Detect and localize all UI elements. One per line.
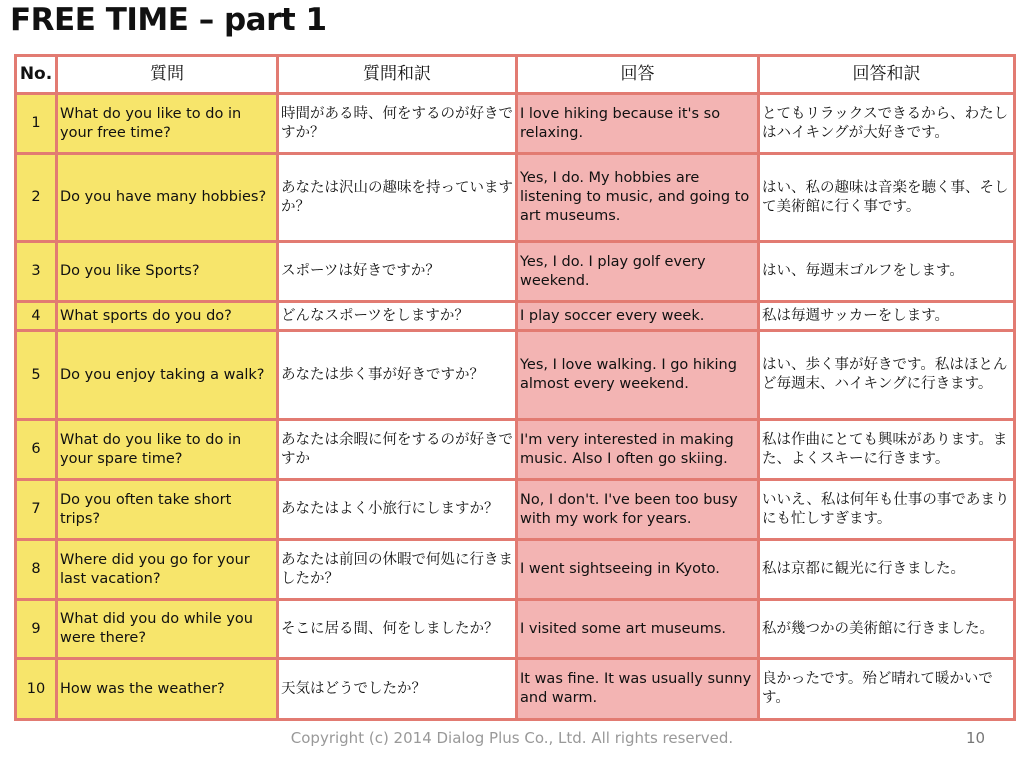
- answer-translation-cell: 私は京都に観光に行きました。: [759, 540, 1015, 600]
- answer-cell: I love hiking because it's so relaxing.: [517, 94, 759, 154]
- page-title: FREE TIME – part 1: [10, 2, 327, 38]
- row-number: 4: [16, 302, 57, 331]
- header-row: [16, 56, 1015, 94]
- question-cell: How was the weather?: [57, 659, 278, 720]
- question-cell: What sports do you do?: [57, 302, 278, 331]
- row-number: 10: [16, 659, 57, 720]
- row-number: 6: [16, 420, 57, 480]
- table-row: [16, 302, 1015, 331]
- answer-cell: Yes, I do. I play golf every weekend.: [517, 242, 759, 302]
- answer-cell: Yes, I do. My hobbies are listening to music, and going to art museums.: [517, 154, 759, 242]
- question-translation-cell: あなたはよく小旅行にしますか？: [278, 480, 517, 540]
- question-cell: Do you enjoy taking a walk?: [57, 331, 278, 420]
- row-number: 8: [16, 540, 57, 600]
- table-row: [16, 480, 1015, 540]
- question-cell: Do you often take short trips?: [57, 480, 278, 540]
- row-number: 2: [16, 154, 57, 242]
- header-no: No.: [16, 56, 57, 94]
- header-answer-translation: 回答和訳: [759, 56, 1015, 94]
- row-number: 1: [16, 94, 57, 154]
- question-cell: Do you like Sports?: [57, 242, 278, 302]
- question-translation-cell: あなたは前回の休暇で何処に行きましたか？: [278, 540, 517, 600]
- row-number: 3: [16, 242, 57, 302]
- answer-translation-cell: はい、毎週末ゴルフをします。: [759, 242, 1015, 302]
- answer-translation-cell: はい、私の趣味は音楽を聴く事、そして美術館に行く事です。: [759, 154, 1015, 242]
- row-number: 9: [16, 600, 57, 659]
- answer-translation-cell: 私は毎週サッカーをします。: [759, 302, 1015, 331]
- question-cell: What do you like to do in your spare time?: [57, 420, 278, 480]
- question-translation-cell: 時間がある時、何をするのが好きですか？: [278, 94, 517, 154]
- answer-cell: Yes, I love walking. I go hiking almost every weekend.: [517, 331, 759, 420]
- free-time-table: [14, 54, 1016, 721]
- page-number: 10: [966, 729, 986, 747]
- header-question: 質問: [57, 56, 278, 94]
- question-translation-cell: そこに居る間、何をしましたか？: [278, 600, 517, 659]
- table-row: [16, 540, 1015, 600]
- table-row: [16, 331, 1015, 420]
- question-cell: Where did you go for your last vacation?: [57, 540, 278, 600]
- question-translation-cell: 天気はどうでしたか？: [278, 659, 517, 720]
- answer-cell: I went sightseeing in Kyoto.: [517, 540, 759, 600]
- question-translation-cell: あなたは歩く事が好きですか？: [278, 331, 517, 420]
- question-translation-cell: どんなスポーツをしますか？: [278, 302, 517, 331]
- answer-translation-cell: 私が幾つかの美術館に行きました。: [759, 600, 1015, 659]
- answer-translation-cell: 良かったです。殆ど晴れて暖かいです。: [759, 659, 1015, 720]
- question-cell: What did you do while you were there?: [57, 600, 278, 659]
- answer-cell: I play soccer every week.: [517, 302, 759, 331]
- header-question-translation: 質問和訳: [278, 56, 517, 94]
- answer-cell: It was fine. It was usually sunny and warm.: [517, 659, 759, 720]
- answer-cell: I visited some art museums.: [517, 600, 759, 659]
- table-row: [16, 154, 1015, 242]
- question-translation-cell: あなたは沢山の趣味を持っていますか？: [278, 154, 517, 242]
- question-translation-cell: あなたは余暇に何をするのが好きですか: [278, 420, 517, 480]
- row-number: 7: [16, 480, 57, 540]
- answer-translation-cell: 私は作曲にとても興味があります。また、よくスキーに行きます。: [759, 420, 1015, 480]
- answer-translation-cell: いいえ、私は何年も仕事の事であまりにも忙しすぎます。: [759, 480, 1015, 540]
- header-answer: 回答: [517, 56, 759, 94]
- table-row: [16, 600, 1015, 659]
- table-row: [16, 242, 1015, 302]
- answer-translation-cell: はい、歩く事が好きです。私はほとんど毎週末、ハイキングに行きます。: [759, 331, 1015, 420]
- answer-cell: No, I don't. I've been too busy with my work for years.: [517, 480, 759, 540]
- question-translation-cell: スポーツは好きですか？: [278, 242, 517, 302]
- question-cell: What do you like to do in your free time?: [57, 94, 278, 154]
- table-row: [16, 659, 1015, 720]
- answer-translation-cell: とてもリラックスできるから、わたしはハイキングが大好きです。: [759, 94, 1015, 154]
- table-row: [16, 94, 1015, 154]
- copyright-footer: Copyright (c) 2014 Dialog Plus Co., Ltd. All rights reserved.: [290, 729, 734, 747]
- question-cell: Do you have many hobbies?: [57, 154, 278, 242]
- table-row: [16, 420, 1015, 480]
- row-number: 5: [16, 331, 57, 420]
- answer-cell: I'm very interested in making music. Also I often go skiing.: [517, 420, 759, 480]
